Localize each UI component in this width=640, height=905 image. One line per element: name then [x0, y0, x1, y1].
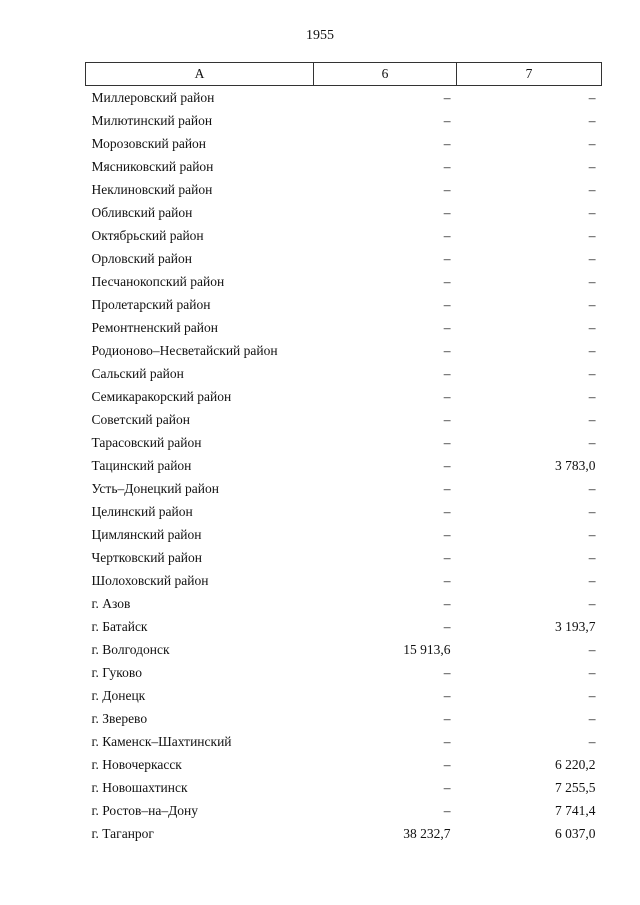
territory-name: Октябрьский район [91, 227, 204, 243]
value-col-6: – [443, 664, 451, 680]
value-col-7: – [588, 135, 596, 151]
table-row [86, 201, 602, 224]
table-row [86, 546, 602, 569]
data-table [85, 62, 602, 845]
value-col-6: – [443, 112, 451, 128]
value-col-7: – [588, 342, 596, 358]
territory-name: г. Азов [91, 595, 131, 611]
table-row [86, 638, 602, 661]
table-row [86, 316, 602, 339]
territory-name: Ремонтненский район [91, 319, 218, 335]
value-col-7: – [588, 595, 596, 611]
table-row [86, 615, 602, 638]
territory-name: Шолоховский район [91, 572, 209, 588]
table-row [86, 730, 602, 753]
territory-name: Морозовский район [91, 135, 207, 151]
table-row [86, 132, 602, 155]
territory-name: Семикаракорский район [91, 388, 232, 404]
table-row [86, 270, 602, 293]
value-col-7: – [588, 273, 596, 289]
territory-name: Песчанокопский район [91, 273, 225, 289]
value-col-6: – [443, 733, 451, 749]
value-col-6: – [443, 135, 451, 151]
value-col-6: – [443, 710, 451, 726]
value-col-7: – [588, 526, 596, 542]
value-col-6: – [443, 250, 451, 266]
value-col-6: – [443, 319, 451, 335]
territory-name: г. Волгодонск [91, 641, 170, 657]
table-row [86, 799, 602, 822]
value-col-6: – [443, 595, 451, 611]
table-row [86, 293, 602, 316]
table-row [86, 178, 602, 201]
header-col-7: 7 [457, 63, 602, 86]
territory-name: Миллеровский район [91, 89, 215, 105]
value-col-6: – [443, 434, 451, 450]
value-col-7: 3 783,0 [555, 457, 596, 473]
table-row [86, 86, 602, 110]
territory-name: Чертковский район [91, 549, 202, 565]
table-row [86, 408, 602, 431]
table-row [86, 753, 602, 776]
value-col-6: – [443, 572, 451, 588]
header-col-a: А [86, 63, 314, 86]
value-col-7: 6 037,0 [555, 825, 596, 841]
value-col-7: – [588, 181, 596, 197]
value-col-6: – [443, 526, 451, 542]
value-col-6: – [443, 227, 451, 243]
territory-name: г. Ростов–на–Дону [91, 802, 199, 818]
territory-name: Цимлянский район [91, 526, 202, 542]
value-col-7: – [588, 503, 596, 519]
table-row [86, 776, 602, 799]
table-row [86, 661, 602, 684]
territory-name: Целинский район [91, 503, 193, 519]
territory-name: Сальский район [91, 365, 184, 381]
value-col-6: – [443, 480, 451, 496]
value-col-6: – [443, 273, 451, 289]
territory-name: г. Новочеркасск [91, 756, 182, 772]
table-row [86, 247, 602, 270]
value-col-7: – [588, 572, 596, 588]
value-col-7: – [588, 112, 596, 128]
table-row [86, 822, 602, 845]
value-col-7: 7 255,5 [555, 779, 596, 795]
value-col-7: – [588, 411, 596, 427]
value-col-7: – [588, 687, 596, 703]
value-col-6: – [443, 204, 451, 220]
table-body [86, 86, 602, 846]
territory-name: г. Донецк [91, 687, 146, 703]
table-row [86, 523, 602, 546]
table-row [86, 454, 602, 477]
table-row [86, 477, 602, 500]
value-col-7: – [588, 664, 596, 680]
territory-name: Неклиновский район [91, 181, 213, 197]
value-col-6: – [443, 365, 451, 381]
territory-name: г. Таганрог [91, 825, 154, 841]
value-col-6: – [443, 388, 451, 404]
value-col-6: – [443, 342, 451, 358]
value-col-7: – [588, 89, 596, 105]
value-col-7: – [588, 319, 596, 335]
value-col-7: – [588, 733, 596, 749]
value-col-6: – [443, 687, 451, 703]
table-row [86, 385, 602, 408]
territory-name: г. Батайск [91, 618, 148, 634]
value-col-7: – [588, 365, 596, 381]
table-row [86, 224, 602, 247]
value-col-6: – [443, 503, 451, 519]
table-row [86, 592, 602, 615]
value-col-7: – [588, 549, 596, 565]
header-row [86, 63, 602, 86]
value-col-6: – [443, 411, 451, 427]
territory-name: Мясниковский район [91, 158, 214, 174]
value-col-7: – [588, 158, 596, 174]
page-number: 1955 [306, 28, 334, 43]
territory-name: Обливский район [91, 204, 193, 220]
header-col-6: 6 [314, 63, 457, 86]
value-col-6: 38 232,7 [403, 825, 451, 841]
value-col-6: – [443, 296, 451, 312]
value-col-7: – [588, 388, 596, 404]
territory-name: Родионово–Несветайский район [91, 342, 278, 358]
value-col-6: – [443, 457, 451, 473]
value-col-6: – [443, 618, 451, 634]
value-col-6: – [443, 549, 451, 565]
table-row [86, 339, 602, 362]
territory-name: Советский район [91, 411, 190, 427]
territory-name: г. Каменск–Шахтинский [91, 733, 232, 749]
value-col-7: – [588, 710, 596, 726]
value-col-6: – [443, 756, 451, 772]
value-col-6: 15 913,6 [403, 641, 451, 657]
value-col-7: 6 220,2 [555, 756, 596, 772]
value-col-7: – [588, 204, 596, 220]
value-col-7: 3 193,7 [555, 618, 596, 634]
table-row [86, 155, 602, 178]
table-row [86, 500, 602, 523]
territory-name: Пролетарский район [91, 296, 211, 312]
value-col-7: – [588, 296, 596, 312]
table-row [86, 431, 602, 454]
table-row [86, 684, 602, 707]
value-col-7: 7 741,4 [555, 802, 596, 818]
value-col-7: – [588, 480, 596, 496]
territory-name: Усть–Донецкий район [91, 480, 219, 496]
territory-name: Тарасовский район [91, 434, 202, 450]
territory-name: г. Гуково [91, 664, 142, 680]
table-row [86, 362, 602, 385]
table-row [86, 109, 602, 132]
value-col-6: – [443, 779, 451, 795]
table-row [86, 707, 602, 730]
table-header [86, 63, 602, 86]
value-col-6: – [443, 802, 451, 818]
territory-name: Тацинский район [91, 457, 192, 473]
value-col-6: – [443, 181, 451, 197]
value-col-7: – [588, 641, 596, 657]
territory-name: г. Новошахтинск [91, 779, 188, 795]
value-col-6: – [443, 158, 451, 174]
value-col-7: – [588, 250, 596, 266]
territory-name: г. Зверево [91, 710, 148, 726]
value-col-7: – [588, 227, 596, 243]
table-row [86, 569, 602, 592]
value-col-7: – [588, 434, 596, 450]
value-col-6: – [443, 89, 451, 105]
territory-name: Орловский район [91, 250, 192, 266]
territory-name: Милютинский район [91, 112, 213, 128]
